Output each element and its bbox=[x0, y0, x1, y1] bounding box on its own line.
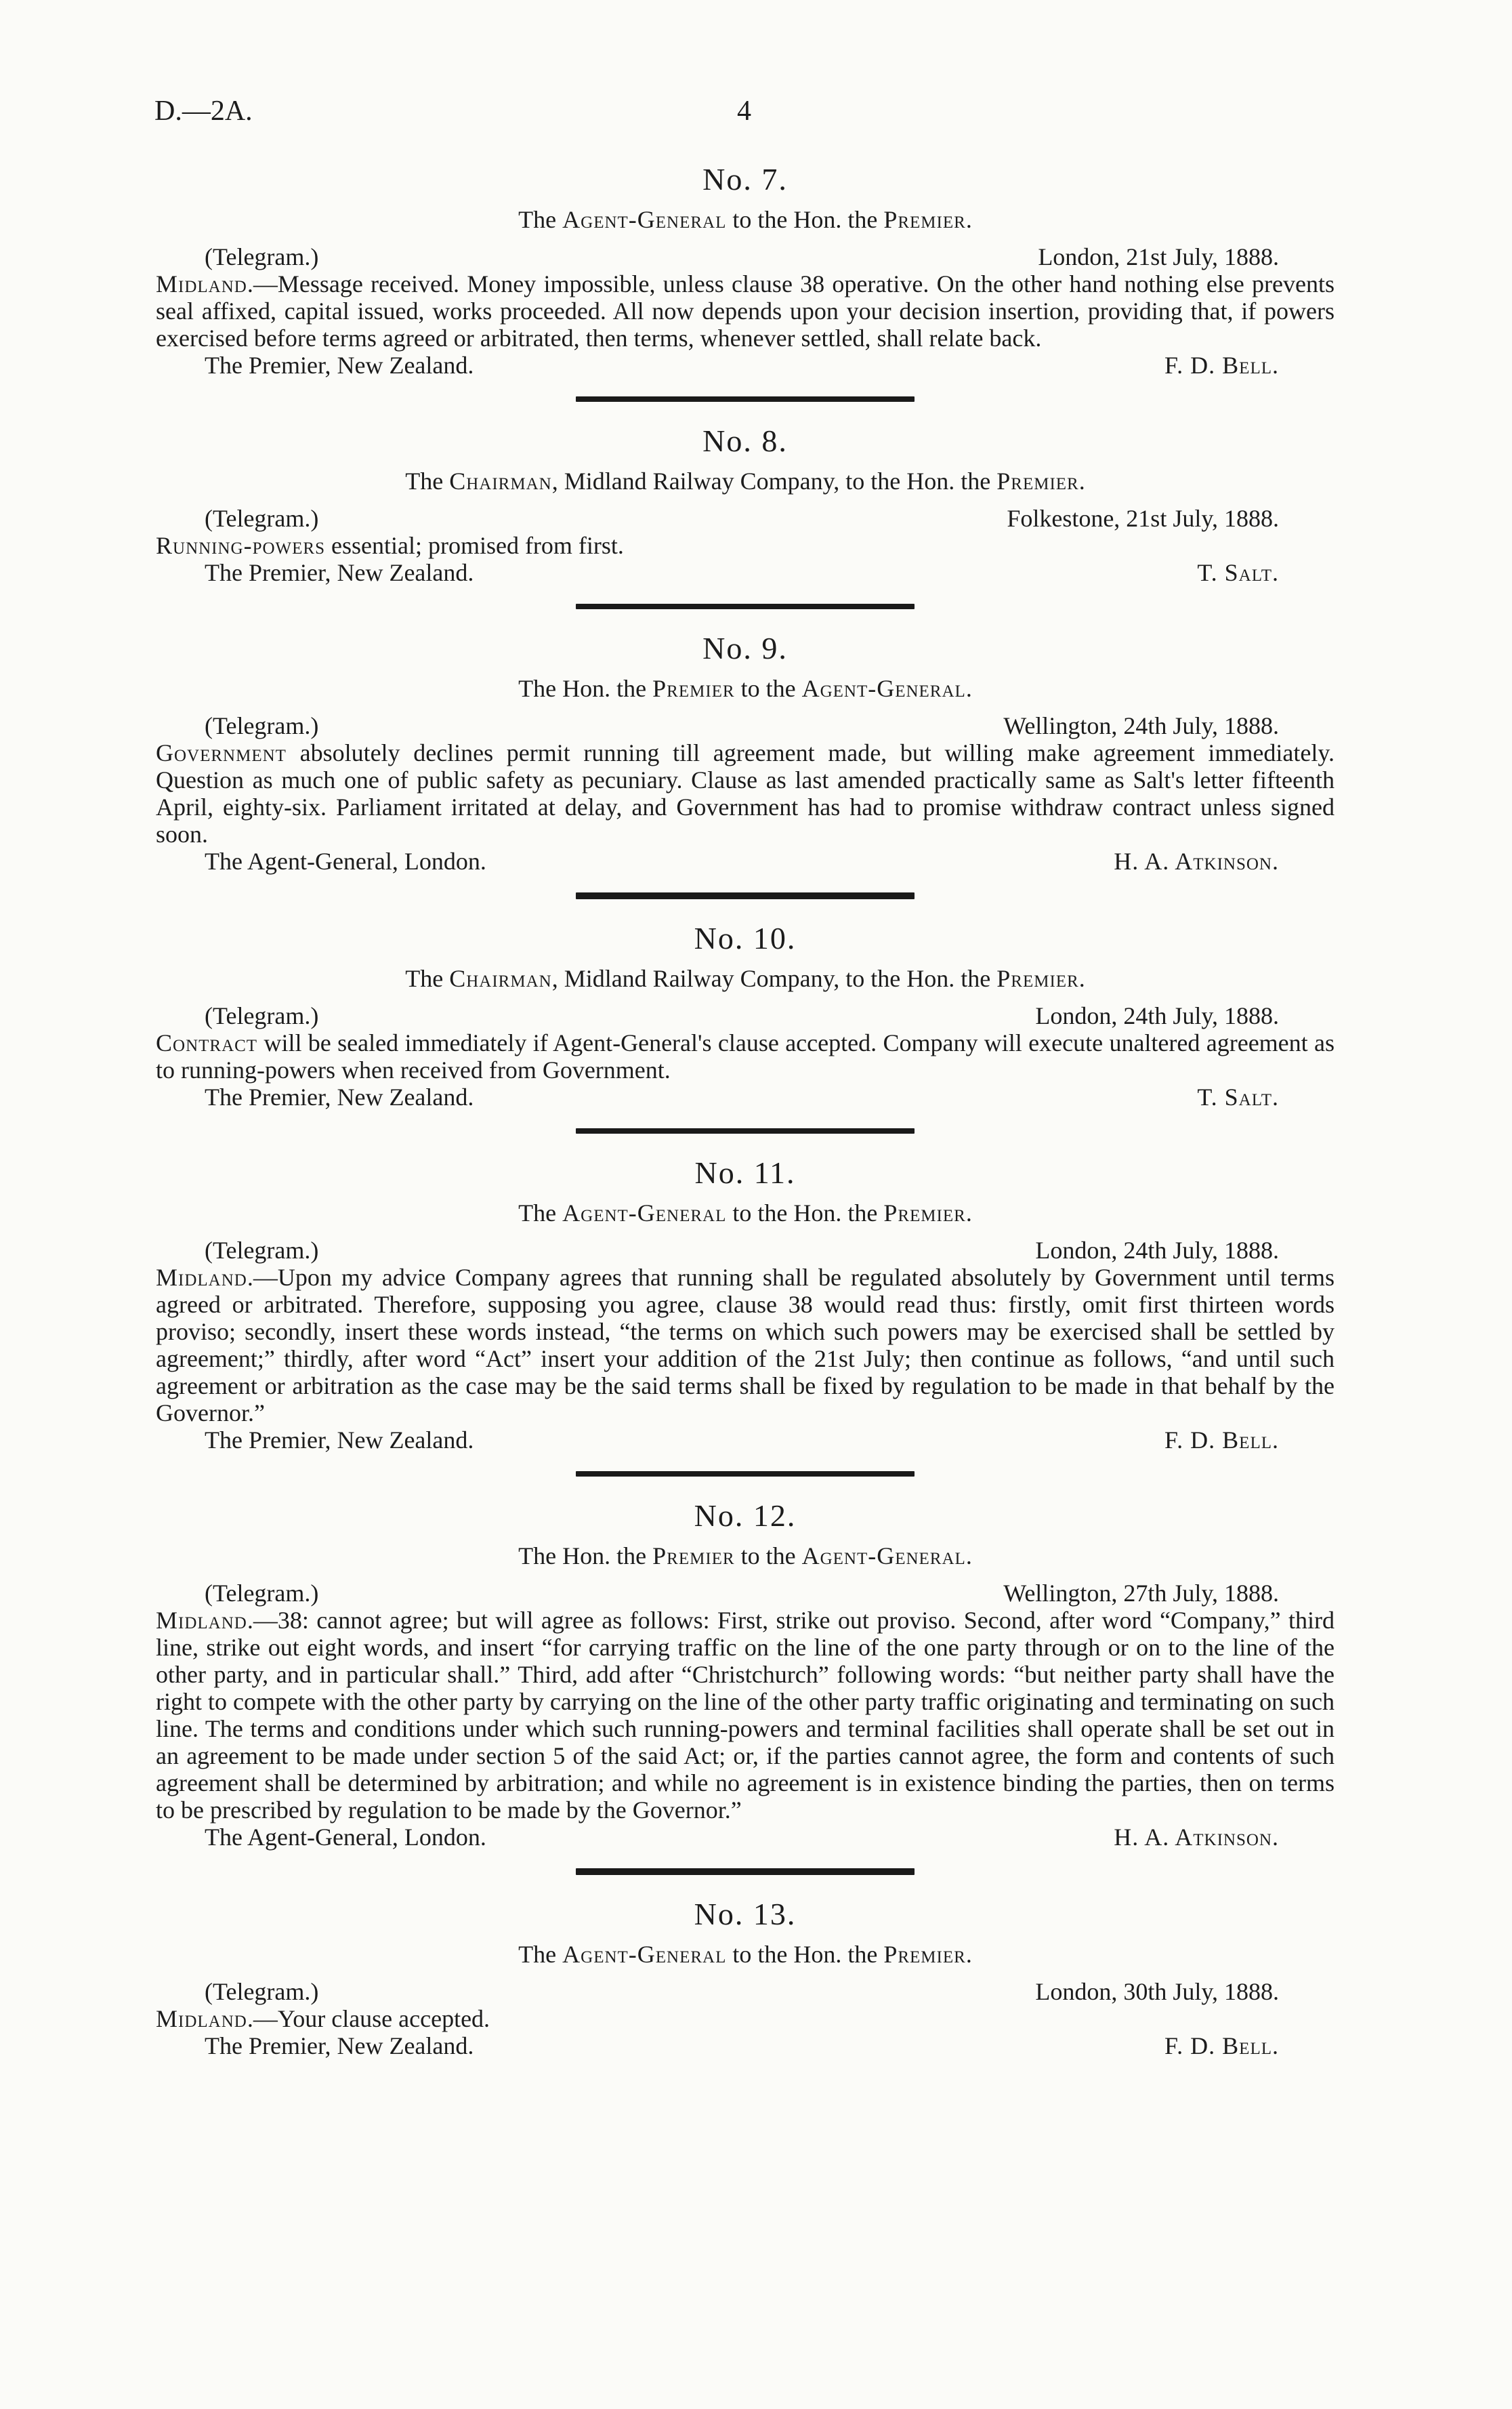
recipient: Premier bbox=[883, 1199, 966, 1227]
place-date: Folkestone, 21st July, 1888. bbox=[1007, 505, 1279, 532]
entry-number: No. 10. bbox=[694, 921, 797, 955]
page-header bbox=[154, 95, 1358, 136]
place-date: London, 24th July, 1888. bbox=[1035, 1237, 1279, 1264]
sender: Agent-General bbox=[562, 1941, 727, 1968]
message-body: Government absolutely declines permit running till agreement made, but willing make agreement immediately. Question as much one of public safety as pecuniary. Clause as last amended practically same as Salt's letter fifteenth April, eighty-six. Parliament irritated at delay, and Government has had to promise withdraw contract unless signed soon. bbox=[156, 739, 1335, 848]
telegram-entry-12 bbox=[156, 1496, 1335, 1851]
sender: Chairman bbox=[449, 468, 552, 495]
message-type: (Telegram.) bbox=[205, 1002, 319, 1029]
signature: H. A. Atkinson. bbox=[1114, 848, 1279, 875]
message-body: Midland.—Message received. Money impossible, unless clause 38 operative. On the other hand nothing else prevents seal affixed, capital issued, works proceeded. All now depends upon your decision insertion, providing that, if powers exercised before terms agreed or arbitrated, then terms, whenever settled, shall relate back. bbox=[156, 270, 1335, 352]
entry-meta bbox=[156, 1237, 1335, 1264]
entry-signoff bbox=[156, 2032, 1335, 2059]
signature: T. Salt. bbox=[1197, 1084, 1279, 1111]
separator-rule bbox=[576, 396, 915, 402]
message-body: Contract will be sealed immediately if Agent-General's clause accepted. Company will execute unaltered agreement as to running-powers when received from Government. bbox=[156, 1029, 1335, 1084]
sender: Chairman bbox=[449, 965, 552, 992]
separator-rule bbox=[576, 1868, 915, 1875]
message-type: (Telegram.) bbox=[205, 712, 319, 739]
message-body: Midland.—Upon my advice Company agrees that running shall be regulated absolutely by Government until terms agreed or arbitrated. Therefore, supposing you agree, clause 38 would read thus: firstly, omit first thirteen words proviso; secondly, insert these words instead, “the terms on which such powers may be exercised shall be settled by agreement;” thirdly, after word “Act” insert your addition of the 21st July; then continue as follows, “and until such agreement or arbitration as the case may be the said terms shall be fixed by regulation to be made in that behalf by the Governor.” bbox=[156, 1264, 1335, 1426]
message-body: Running-powers essential; promised from first. bbox=[156, 532, 624, 559]
telegram-column bbox=[156, 159, 1335, 2077]
entry-signoff bbox=[156, 1824, 1335, 1851]
entry-signoff bbox=[156, 848, 1335, 875]
entry-meta bbox=[156, 1978, 1335, 2005]
entry-meta bbox=[156, 1002, 1335, 1029]
lead-word: Midland bbox=[156, 1607, 247, 1634]
addressee: The Premier, New Zealand. bbox=[205, 1426, 474, 1454]
telegram-entry-7 bbox=[156, 159, 1335, 379]
message-type: (Telegram.) bbox=[205, 505, 319, 532]
place-date: London, 30th July, 1888. bbox=[1035, 1978, 1279, 2005]
signature: T. Salt. bbox=[1197, 559, 1279, 586]
entry-number: No. 7. bbox=[702, 162, 788, 197]
sender: Agent-General bbox=[562, 206, 727, 233]
entry-meta bbox=[156, 712, 1335, 739]
telegram-entry-13 bbox=[156, 1894, 1335, 2059]
addressee: The Premier, New Zealand. bbox=[205, 1084, 474, 1111]
place-date: London, 21st July, 1888. bbox=[1038, 243, 1279, 270]
place-date: London, 24th July, 1888. bbox=[1035, 1002, 1279, 1029]
message-body: Midland.—Your clause accepted. bbox=[156, 2005, 490, 2032]
entry-signoff bbox=[156, 352, 1335, 379]
sender: Agent-General bbox=[562, 1199, 727, 1227]
entry-number: No. 11. bbox=[694, 1155, 796, 1190]
lead-word: Running-powers bbox=[156, 532, 325, 559]
recipient: Agent-General bbox=[801, 675, 966, 702]
telegram-entry-10 bbox=[156, 918, 1335, 1111]
entry-title: The Agent-General to the Hon. the Premier. bbox=[518, 1941, 972, 1968]
telegram-entry-11 bbox=[156, 1153, 1335, 1454]
entry-number: No. 12. bbox=[694, 1498, 797, 1533]
telegram-entry-8 bbox=[156, 421, 1335, 586]
message-type: (Telegram.) bbox=[205, 243, 319, 270]
message-type: (Telegram.) bbox=[205, 1237, 319, 1264]
entry-signoff bbox=[156, 1426, 1335, 1454]
recipient: Premier bbox=[996, 468, 1079, 495]
signature: F. D. Bell. bbox=[1164, 1426, 1279, 1454]
entry-meta bbox=[156, 505, 1335, 532]
separator-rule bbox=[576, 1128, 915, 1134]
separator-rule bbox=[576, 1471, 915, 1477]
addressee: The Agent-General, London. bbox=[205, 1824, 486, 1851]
recipient: Premier bbox=[883, 1941, 966, 1968]
place-date: Wellington, 24th July, 1888. bbox=[1003, 712, 1279, 739]
entry-signoff bbox=[156, 559, 1335, 586]
entry-meta bbox=[156, 1580, 1335, 1607]
lead-word: Government bbox=[156, 739, 287, 766]
recipient: Agent-General bbox=[801, 1542, 966, 1569]
message-type: (Telegram.) bbox=[205, 1978, 319, 2005]
lead-word: Midland bbox=[156, 270, 247, 297]
entry-title: The Agent-General to the Hon. the Premier. bbox=[518, 206, 972, 233]
lead-word: Midland bbox=[156, 2005, 247, 2032]
place-date: Wellington, 27th July, 1888. bbox=[1003, 1580, 1279, 1607]
message-body: Midland.—38: cannot agree; but will agree as follows: First, strike out proviso. Second, after word “Company,” third line, strike out eight words, and insert “for carrying traffic on the line of the one party through or on to the line of the other party, and in particular shall.” Third, add after “Christchurch” following words: “but neither party shall have the right to compete with the other party by carrying on the line of the other party traffic originating and terminating on such line. The terms and conditions under which such running-powers and terminal facilities shall operate shall be set out in an agreement to be made under section 5 of the said Act; or, if the parties cannot agree, the form and contents of such agreement shall be determined by arbitration; and while no agreement is in existence binding the parties, then on terms to be prescribed by regulation to be made by the Governor.” bbox=[156, 1607, 1335, 1824]
entry-title: The Hon. the Premier to the Agent-General. bbox=[518, 1542, 972, 1569]
page-number: 4 bbox=[737, 96, 751, 127]
entry-title: The Hon. the Premier to the Agent-General. bbox=[518, 675, 972, 702]
document-code: D.—2A. bbox=[154, 96, 253, 127]
entry-number: No. 8. bbox=[702, 424, 788, 458]
signature: H. A. Atkinson. bbox=[1114, 1824, 1279, 1851]
entry-number: No. 9. bbox=[702, 631, 788, 665]
message-type: (Telegram.) bbox=[205, 1580, 319, 1607]
entry-number: No. 13. bbox=[694, 1897, 797, 1931]
entry-signoff bbox=[156, 1084, 1335, 1111]
recipient: Premier bbox=[996, 965, 1079, 992]
lead-word: Contract bbox=[156, 1029, 258, 1056]
recipient: Premier bbox=[883, 206, 966, 233]
entry-meta bbox=[156, 243, 1335, 270]
separator-rule bbox=[576, 604, 915, 609]
sender: Premier bbox=[652, 675, 735, 702]
signature: F. D. Bell. bbox=[1164, 2032, 1279, 2059]
lead-word: Midland bbox=[156, 1264, 247, 1291]
addressee: The Premier, New Zealand. bbox=[205, 559, 474, 586]
separator-rule bbox=[576, 892, 915, 899]
addressee: The Agent-General, London. bbox=[205, 848, 486, 875]
entry-title: The Agent-General to the Hon. the Premier. bbox=[518, 1199, 972, 1227]
addressee: The Premier, New Zealand. bbox=[205, 2032, 474, 2059]
entry-title: The Chairman, Midland Railway Company, to the Hon. the Premier. bbox=[405, 468, 1085, 495]
telegram-entry-9 bbox=[156, 628, 1335, 875]
signature: F. D. Bell. bbox=[1164, 352, 1279, 379]
sender: Premier bbox=[652, 1542, 735, 1569]
entry-title: The Chairman, Midland Railway Company, to the Hon. the Premier. bbox=[405, 965, 1085, 992]
addressee: The Premier, New Zealand. bbox=[205, 352, 474, 379]
